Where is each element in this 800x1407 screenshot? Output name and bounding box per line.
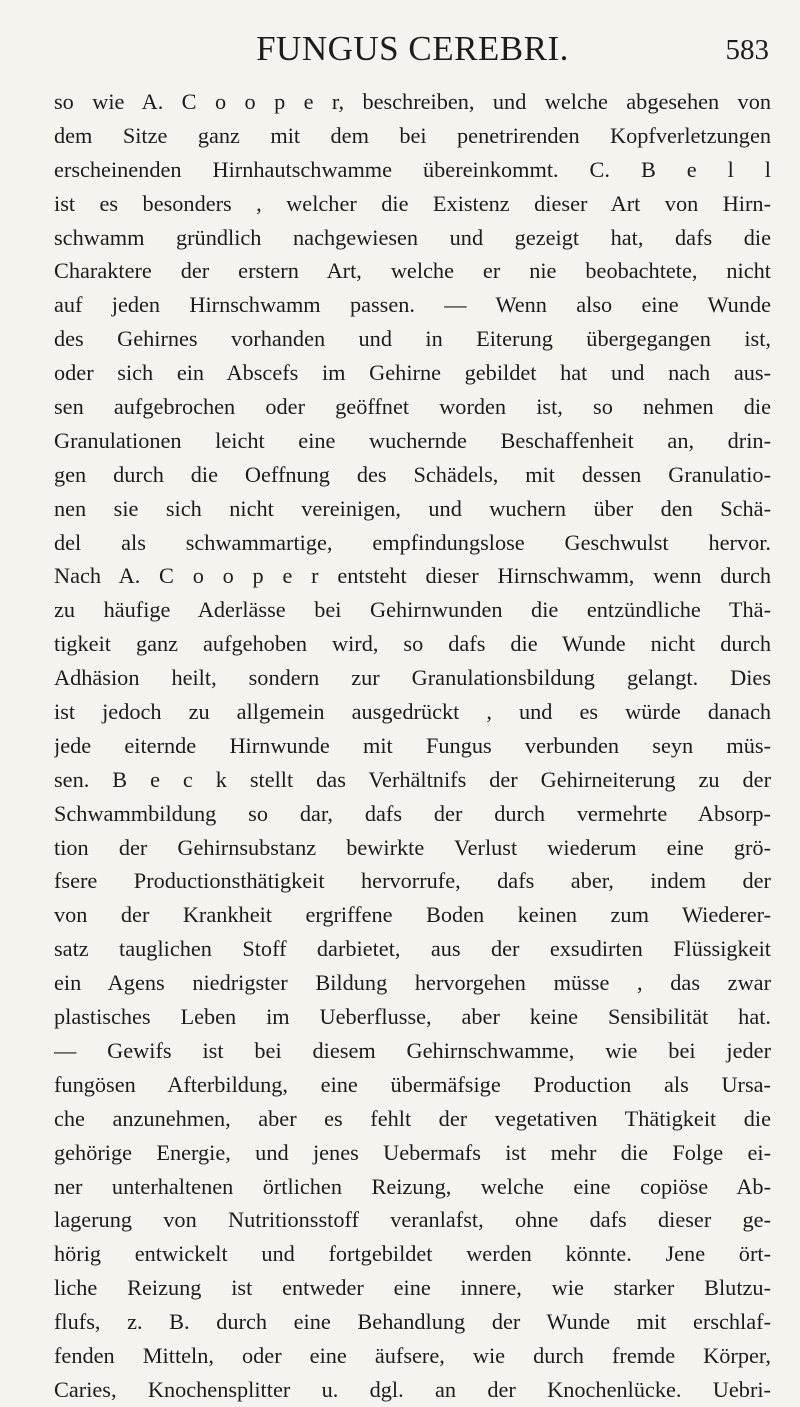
text-line: gehörige Energie, und jenes Uebermafs ist mehr die Folge ei- <box>54 1139 771 1165</box>
text-line: ner unterhaltenen örtlichen Reizung, welche eine copiöse Ab- <box>54 1173 771 1199</box>
text-line: — Gewifs ist bei diesem Gehirnschwamme, wie bei jeder <box>54 1037 771 1063</box>
text-line: nen sie sich nicht vereinigen, und wuchern über den Schä- <box>54 495 771 521</box>
text-line: fenden Mitteln, oder eine äufsere, wie durch fremde Körper, <box>54 1342 771 1368</box>
text-line: Granulationen leicht eine wuchernde Beschaffenheit an, drin- <box>54 427 771 453</box>
text-line: sen aufgebrochen oder geöffnet worden ist, so nehmen die <box>54 394 771 420</box>
text-line: erscheinenden Hirnhautschwamme übereinkommt. C. B e l l <box>54 156 771 182</box>
text-line: auf jeden Hirnschwamm passen. — Wenn also eine Wunde <box>54 292 771 318</box>
text-line: ist es besonders , welcher die Existenz dieser Art von Hirn- <box>54 190 771 216</box>
text-line: che anzunehmen, aber es fehlt der vegetativen Thätigkeit die <box>54 1105 771 1131</box>
text-line: del als schwammartige, empfindungslose Geschwulst hervor. <box>54 529 771 555</box>
text-line: dem Sitze ganz mit dem bei penetrirenden Kopfverletzungen <box>54 122 771 148</box>
text-line: ist jedoch zu allgemein ausgedrückt , und es würde danach <box>54 699 771 725</box>
text-line: des Gehirnes vorhanden und in Eiterung übergegangen ist, <box>54 326 771 352</box>
text-line: gen durch die Oeffnung des Schädels, mit dessen Granulatio- <box>54 461 771 487</box>
text-line: so wie A. C o o p e r, beschreiben, und welche abgesehen von <box>54 89 771 114</box>
text-line: oder sich ein Abscefs im Gehirne gebildet hat und nach aus- <box>54 360 771 386</box>
text-line: ein Agens niedrigster Bildung hervorgehen müsse , das zwar <box>54 970 771 996</box>
body-text <box>54 85 771 1407</box>
text-line: zu häufige Aderlässe bei Gehirnwunden die entzündliche Thä- <box>54 597 771 623</box>
text-line: Charaktere der erstern Art, welche er nie beobachtete, nicht <box>54 258 771 284</box>
text-line: von der Krankheit ergriffene Boden keinen zum Wiederer- <box>54 902 771 928</box>
text-line: sen. B e c k stellt das Verhältnifs der Gehirneiterung zu der <box>54 766 771 792</box>
text-line: schwamm gründlich nachgewiesen und gezeigt hat, dafs die <box>54 224 771 250</box>
text-line: tion der Gehirnsubstanz bewirkte Verlust wiederum eine grö- <box>54 834 771 860</box>
text-line: plastisches Leben im Ueberflusse, aber keine Sensibilität hat. <box>54 1004 771 1030</box>
text-line: fsere Productionsthätigkeit hervorrufe, dafs aber, indem der <box>54 868 771 894</box>
text-line: Caries, Knochensplitter u. dgl. an der Knochenlücke. Uebri- <box>54 1376 771 1402</box>
text-line: satz tauglichen Stoff darbietet, aus der exsudirten Flüssigkeit <box>54 936 771 962</box>
text-line: Schwammbildung so dar, dafs der durch vermehrte Absorp- <box>54 800 771 826</box>
text-line: flufs, z. B. durch eine Behandlung der Wunde mit erschlaf- <box>54 1309 771 1335</box>
text-line: jede eiternde Hirnwunde mit Fungus verbunden seyn müs- <box>54 732 771 758</box>
page-header <box>54 24 771 74</box>
page-number: 583 <box>725 34 769 66</box>
text-line: lagerung von Nutritionsstoff veranlafst, ohne dafs dieser ge- <box>54 1207 771 1233</box>
text-line: fungösen Afterbildung, eine übermäfsige Production als Ursa- <box>54 1071 771 1097</box>
running-title: FUNGUS CEREBRI. <box>256 29 569 68</box>
text-line: hörig entwickelt und fortgebildet werden könnte. Jene ört- <box>54 1241 771 1267</box>
text-line: Adhäsion heilt, sondern zur Granulationsbildung gelangt. Dies <box>54 665 771 691</box>
text-line: Nach A. C o o p e r entsteht dieser Hirnschwamm, wenn durch <box>54 563 771 589</box>
text-line: liche Reizung ist entweder eine innere, wie starker Blutzu- <box>54 1275 771 1301</box>
text-line: tigkeit ganz aufgehoben wird, so dafs die Wunde nicht durch <box>54 631 771 657</box>
